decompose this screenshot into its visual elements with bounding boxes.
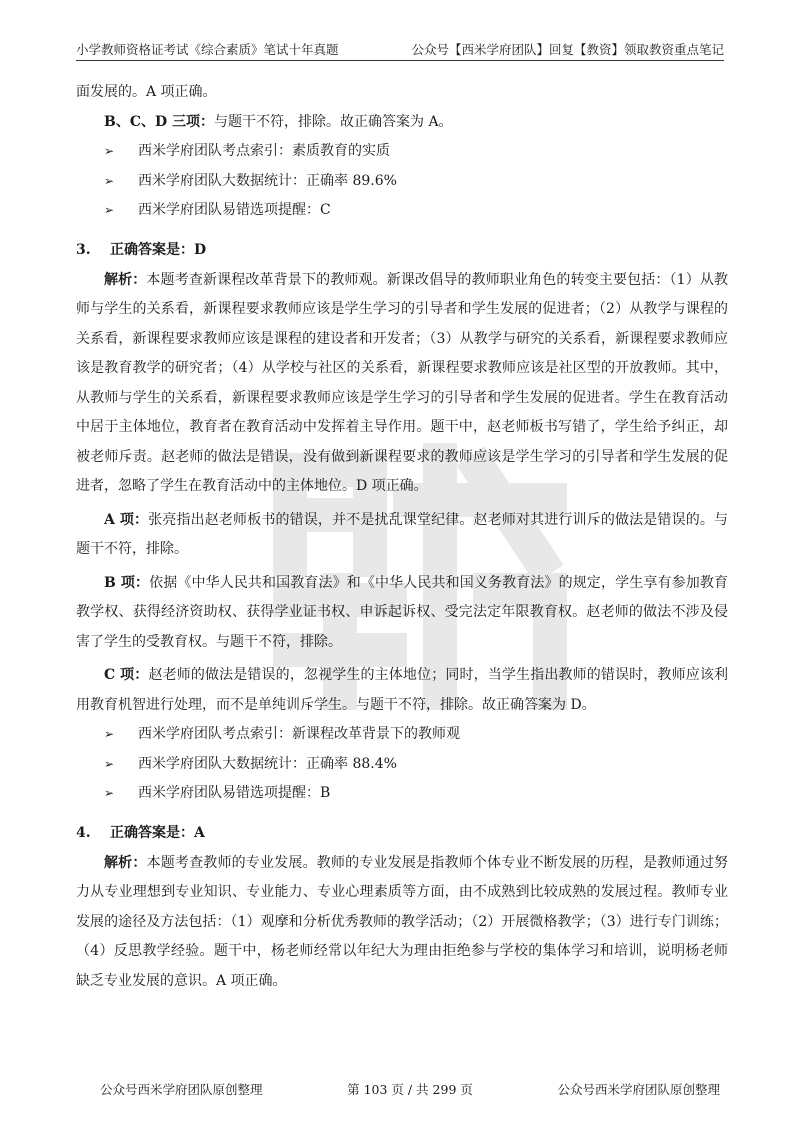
list-item — [76, 137, 728, 167]
bullet-text: 西米学府团队易错选项提醒：C — [138, 202, 331, 218]
arrow-bullet-icon: ➢ — [104, 756, 115, 771]
bcd-label: B、C、D 三项： — [104, 113, 214, 130]
question-3-heading — [76, 236, 728, 264]
list-item — [76, 750, 728, 780]
intro-line: 面发展的。A 项正确。 — [76, 84, 217, 100]
option-text: 张亮指出赵老师板书的错误，并不是扰乱课堂纪律。赵老师对其进行训斥的做法是错误的。与题干不符，排除。 — [76, 511, 728, 557]
question-number: 3. — [76, 241, 91, 258]
list-item — [76, 779, 728, 809]
q3-option-b — [76, 569, 728, 658]
q3-option-a — [76, 506, 728, 565]
page-number: 第 103 页 / 共 299 页 — [347, 1082, 473, 1097]
page-content — [76, 78, 728, 996]
analysis-text: 本题考查教师的专业发展。教师的专业发展是指教师个体专业不断发展的历程，是教师通过努力从专业理想到专业知识、专业能力、专业心理素质等方面，由不成熟到比较成熟的发展过程。教师专业发展的途径及方法包括：（1）观摩和分析优秀教师的教学活动；（2）开展微格教学；（3）进行专门训练；（4）反思教学经验。题干中，杨老师经常以年纪大为理由拒绝参与学校的集体学习和培训，说明杨老师缺乏专业发展的意识。A 项正确。 — [76, 854, 729, 989]
header-left: 小学教师资格证考试《综合素质》笔试十年真题 — [76, 42, 339, 57]
arrow-bullet-icon: ➢ — [104, 727, 115, 741]
q4-analysis — [76, 849, 728, 997]
list-item — [76, 196, 728, 226]
bullet-text: 西米学府团队易错选项提醒：B — [138, 785, 331, 801]
arrow-bullet-icon: ➢ — [104, 173, 115, 188]
bullet-text: 西米学府团队考点索引：素质教育的实质 — [138, 143, 390, 159]
bullet-text: 西米学府团队大数据统计：正确率 89.6% — [138, 172, 397, 189]
bcd-text: 与题干不符，排除。故正确答案为 A。 — [214, 113, 453, 130]
arrow-bullet-icon: ➢ — [104, 203, 115, 217]
question-4-heading — [76, 819, 728, 847]
analysis-label: 解析： — [104, 271, 147, 288]
page-footer — [100, 1080, 720, 1098]
correct-answer: 正确答案是：D — [110, 241, 207, 258]
bcd-paragraph — [76, 108, 728, 138]
option-text: 依据《中华人民共和国教育法》和《中华人民共和国义务教育法》的规定，学生享有参加教育教学权、获得经济资助权、获得学业证书权、申诉起诉权、受完法定年限教育权。赵老师的做法不涉及侵害了学生的受教育权。与题干不符，排除。 — [76, 574, 728, 650]
bullet-text: 西米学府团队考点索引：新课程改革背景下的教师观 — [138, 726, 460, 742]
header-right: 公众号【西米学府团队】回复【教资】领取教资重点笔记 — [411, 42, 724, 57]
q3-option-c — [76, 661, 728, 720]
correct-answer: 正确答案是：A — [110, 824, 205, 841]
list-item — [76, 167, 728, 197]
footer-right: 公众号西米学府团队原创整理 — [557, 1082, 720, 1097]
arrow-bullet-icon: ➢ — [104, 144, 115, 158]
analysis-label: 解析： — [104, 854, 147, 871]
option-text: 赵老师的做法是错误的，忽视学生的主体地位；同时，当学生指出教师的错误时，教师应该利用教育机智进行处理，而不是单纯训斥学生。与题干不符，排除。故正确答案为 D。 — [76, 667, 728, 713]
list-item — [76, 720, 728, 750]
analysis-text: 本题考查新课程改革背景下的教师观。新课改倡导的教师职业角色的转变主要包括：（1）从教师与学生的关系看，新课程要求教师应该是学生学习的引导者和学生发展的促进者；（2）从教学与课程的关系看，新课程要求教师应该是课程的建设者和开发者；（3）从教学与研究的关系看，新课程要求教师应该是教育教学的研究者；（4）从学校与社区的关系看，新课程要求教师应该是社区型的开放教师。其中，从教师与学生的关系看，新课程要求教师应该是学生学习的引导者和学生发展的促进者。学生在教育活动中居于主体地位，教育者在教育活动中发挥着主导作用。题干中，赵老师板书写错了，学生给予纠正，却被老师斥责。赵老师的做法是错误，没有做到新课程要求的教师应该是学生学习的引导者和学生发展的促进者，忽略了学生在教育活动中的主体地位。D 项正确。 — [76, 271, 729, 494]
option-label: B 项： — [104, 574, 150, 591]
question-number: 4. — [76, 824, 91, 841]
bullet-text: 西米学府团队大数据统计：正确率 88.4% — [138, 755, 397, 772]
page-header — [76, 36, 724, 61]
q3-analysis — [76, 266, 728, 502]
arrow-bullet-icon: ➢ — [104, 786, 115, 800]
footer-left: 公众号西米学府团队原创整理 — [100, 1082, 263, 1097]
option-label: C 项： — [104, 667, 149, 683]
option-label: A 项： — [104, 511, 149, 528]
